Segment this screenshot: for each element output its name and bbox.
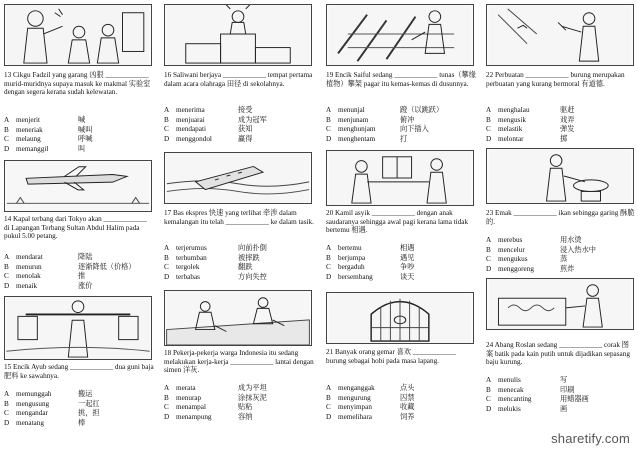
option-b[interactable]: B mengusung 一起扛 bbox=[4, 399, 100, 408]
option-a[interactable]: A mendarat 降陆 bbox=[4, 253, 93, 261]
options-list bbox=[4, 253, 154, 291]
option-c[interactable]: C menampal 贴粘 bbox=[164, 403, 253, 412]
option-d[interactable]: D menghentam 打 bbox=[326, 134, 408, 143]
question-text: 20 Kamil asyik ____________ dengan anak saudaranya sehingga awal pagi kerana lama tidak bertemu 相遇. bbox=[326, 209, 469, 235]
options-list bbox=[4, 390, 154, 428]
option-c[interactable]: C mendapati 获知 bbox=[164, 125, 253, 134]
option-a[interactable]: A merata 成为平坦 bbox=[164, 384, 267, 392]
question-17-illustration bbox=[164, 152, 312, 204]
question-text: 22 Perbuatan ____________ burung merupakan perbuatan yang kurang bermoral 有道德. bbox=[486, 71, 625, 88]
option-b[interactable]: B mengurung 囚禁 bbox=[326, 393, 415, 402]
column-2 bbox=[164, 0, 314, 452]
question-18-illustration bbox=[164, 290, 312, 346]
option-c[interactable]: C melastik 弹发 bbox=[486, 125, 575, 134]
options-list bbox=[164, 244, 314, 282]
option-b[interactable]: B berjumpa 遇见 bbox=[326, 253, 415, 262]
option-b[interactable]: B menjunam 俯冲 bbox=[326, 115, 415, 124]
option-a[interactable]: A menerima 接受 bbox=[164, 106, 253, 114]
option-a[interactable]: A bertemu 相遇 bbox=[326, 244, 415, 252]
question-text: 24 Abang Roslan sedang ____________ corak 图案 batik pada kain putih untuk dijadikan sepasang baju kurung. bbox=[486, 341, 630, 367]
options-list bbox=[486, 236, 636, 274]
option-b[interactable]: B menecak 印刷 bbox=[486, 385, 575, 394]
question-19-illustration bbox=[326, 4, 474, 66]
question-20-illustration bbox=[326, 150, 474, 206]
options-list bbox=[164, 106, 314, 144]
option-b[interactable]: B terhumban 被摔跌 bbox=[164, 253, 260, 262]
option-b[interactable]: B mencelur 浸入热水中 bbox=[486, 245, 596, 254]
option-c[interactable]: C bergaduh 争吵 bbox=[326, 263, 415, 272]
question-23-illustration bbox=[486, 148, 634, 204]
option-b[interactable]: B menjuarai 成为冠军 bbox=[164, 115, 267, 124]
question-text: 19 Encik Saiful sedang ____________ tunas（攀缘植物）攀架 pagar itu kemas-kemas di dusunnya. bbox=[326, 71, 476, 88]
option-d[interactable]: D menggondol 赢得 bbox=[164, 134, 253, 143]
option-a[interactable]: A menunjal 蹬（以跳跃） bbox=[326, 106, 444, 114]
option-d[interactable]: D memanggil 叫 bbox=[4, 144, 86, 153]
option-d[interactable]: D bersembang 谈天 bbox=[326, 272, 415, 281]
option-c[interactable]: C menghunjam 向下插入 bbox=[326, 125, 429, 134]
options-list bbox=[486, 376, 636, 414]
question-16-illustration bbox=[164, 4, 312, 66]
options-list bbox=[326, 244, 476, 282]
option-b[interactable]: B menurap 涂抹灰泥 bbox=[164, 393, 267, 402]
column-4 bbox=[486, 0, 636, 452]
option-c[interactable]: C mencanting 用蜡器画 bbox=[486, 395, 589, 404]
option-d[interactable]: D terbabas 方向失控 bbox=[164, 272, 267, 281]
option-c[interactable]: C menyimpan 收藏 bbox=[326, 403, 415, 412]
question-21-illustration bbox=[326, 292, 474, 344]
option-c[interactable]: C mengandar 挑，担 bbox=[4, 409, 100, 418]
question-text: 15 Encik Ayub sedang ____________ dua guni baja 肥料 ke sawahnya. bbox=[4, 363, 154, 380]
options-list bbox=[164, 384, 314, 422]
column-1 bbox=[4, 0, 154, 452]
question-24-illustration bbox=[486, 278, 634, 330]
question-22-illustration bbox=[486, 4, 634, 66]
option-b[interactable]: B menurun 逐渐降低（价格） bbox=[4, 262, 136, 271]
option-d[interactable]: D menatang 棒 bbox=[4, 418, 86, 427]
watermark-brand: sharetify.com bbox=[551, 431, 630, 446]
option-a[interactable]: A menjerit 喊 bbox=[4, 116, 86, 124]
option-d[interactable]: D memelihara 饲养 bbox=[326, 412, 415, 421]
question-text: 17 Bas ekspres 快速 yang terlihat 牵涉 dalam kemalangan itu telah ____________ ke dalam tasik. bbox=[164, 209, 314, 226]
options-list bbox=[326, 106, 476, 144]
column-3 bbox=[326, 0, 476, 452]
options-list bbox=[326, 384, 476, 422]
option-b[interactable]: B mengusik 戏弄 bbox=[486, 115, 575, 124]
option-a[interactable]: A menganggak 点头 bbox=[326, 384, 415, 392]
option-d[interactable]: D melontar 掷 bbox=[486, 134, 568, 143]
option-c[interactable]: C menolak 推 bbox=[4, 272, 86, 281]
question-14-illustration bbox=[4, 160, 152, 212]
question-text: 23 Emak ____________ ikan sebingga garing 酥脆的. bbox=[486, 209, 635, 226]
option-c[interactable]: C melaung 呼喊 bbox=[4, 135, 93, 144]
option-a[interactable]: A menulis 写 bbox=[486, 376, 568, 384]
question-15-illustration bbox=[4, 296, 152, 360]
option-b[interactable]: B meneriak 喊叫 bbox=[4, 125, 93, 134]
option-a[interactable]: A menghalau 驱赶 bbox=[486, 106, 575, 114]
option-c[interactable]: C mengukus 蒸 bbox=[486, 255, 568, 264]
option-d[interactable]: D melukis 画 bbox=[486, 404, 568, 413]
question-text: 16 Saliwani berjaya ____________ tempat pertama dalam acara olahraga 田径 di sekolahnya. bbox=[164, 71, 313, 88]
question-13-illustration bbox=[4, 4, 152, 66]
question-text: 18 Pekerja-pekerja warga Indonesia itu sedang melakukan kerja-kerja ____________ lantai dengan simen 洋灰. bbox=[164, 349, 314, 375]
option-a[interactable]: A memunggah 搬运 bbox=[4, 390, 93, 398]
options-list bbox=[4, 116, 154, 154]
option-a[interactable]: A merebus 用水烫 bbox=[486, 236, 582, 244]
option-d[interactable]: D menampung 容纳 bbox=[164, 412, 253, 421]
options-list bbox=[486, 106, 636, 144]
question-text: 13 Cikgu Fadzil yang garang 凶狠 ____________ murid-muridnya supaya masuk ke makmal 实验室 dengan segera kerana sudah kelewatan. bbox=[4, 71, 151, 97]
option-d[interactable]: D menaik 涨价 bbox=[4, 281, 93, 290]
option-c[interactable]: C tergolek 翻跌 bbox=[164, 263, 253, 272]
option-d[interactable]: D menggoreng 煎炸 bbox=[486, 264, 575, 273]
question-text: 21 Banyak orang gemar 喜欢 ____________ burung sebagai hobi pada masa lapang. bbox=[326, 348, 456, 365]
option-a[interactable]: A terjerumus 向前扑倒 bbox=[164, 244, 267, 252]
question-text: 14 Kapal terbang dari Tokyo akan ____________ di Lapangan Terbang Sultan Abdul Halim pada pukul 5.00 petang. bbox=[4, 215, 147, 241]
